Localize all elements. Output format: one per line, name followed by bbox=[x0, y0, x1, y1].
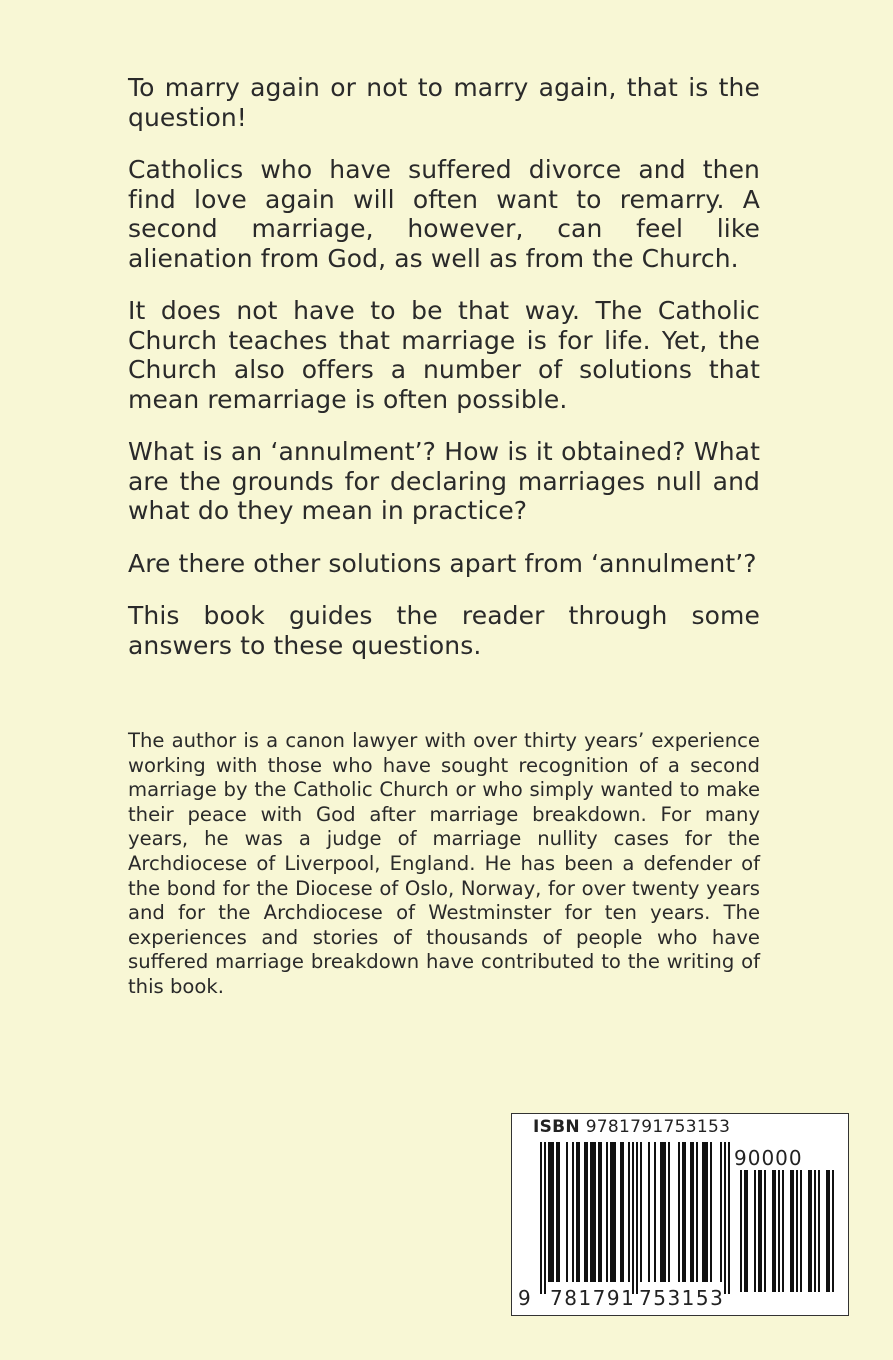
barcode-addon-bar bbox=[782, 1170, 784, 1292]
barcode-icon bbox=[512, 1114, 848, 1315]
isbn-prefix: ISBN bbox=[533, 1117, 580, 1137]
barcode-addon-bar bbox=[826, 1170, 828, 1292]
barcode-bar bbox=[576, 1142, 578, 1282]
barcode-bar bbox=[594, 1142, 596, 1282]
barcode-bar bbox=[558, 1142, 560, 1282]
isbn-barcode-box bbox=[511, 1113, 849, 1316]
blurb-paragraph: To marry again or not to marry again, that is the question! bbox=[128, 73, 760, 132]
barcode-bar bbox=[600, 1142, 602, 1282]
barcode-bar bbox=[690, 1142, 692, 1282]
barcode-bar bbox=[592, 1142, 594, 1282]
barcode-addon-bar bbox=[810, 1170, 812, 1292]
barcode-addon-bar bbox=[790, 1170, 792, 1292]
barcode-bar bbox=[684, 1142, 686, 1282]
barcode-addon-bar bbox=[740, 1170, 742, 1292]
barcode-addon-bar bbox=[828, 1170, 830, 1292]
barcode-digits-right: 753153 bbox=[639, 1286, 725, 1310]
barcode-bar bbox=[660, 1142, 662, 1282]
barcode-bar bbox=[556, 1142, 558, 1282]
barcode-addon-bar bbox=[808, 1170, 810, 1292]
barcode-bar bbox=[636, 1142, 638, 1294]
barcode-bar bbox=[640, 1142, 642, 1282]
barcode-digits-left: 781791 bbox=[550, 1286, 636, 1310]
barcode-bar bbox=[620, 1142, 622, 1282]
barcode-bar bbox=[724, 1142, 726, 1294]
isbn-number: 9781791753153 bbox=[585, 1117, 731, 1137]
barcode-bar bbox=[664, 1142, 666, 1282]
barcode-bar bbox=[628, 1142, 630, 1282]
blurb-paragraph: Are there other solutions apart from ‘annulment’? bbox=[128, 548, 757, 578]
back-cover-blurb bbox=[128, 73, 760, 683]
barcode-bar bbox=[654, 1142, 656, 1282]
barcode-bar bbox=[710, 1142, 712, 1282]
barcode-bar bbox=[704, 1142, 706, 1282]
barcode-addon-bar bbox=[760, 1170, 762, 1292]
barcode-bar bbox=[612, 1142, 614, 1282]
price-code: 90000 bbox=[734, 1146, 803, 1170]
blurb-paragraph: This book guides the reader through some answers to these questions. bbox=[128, 601, 760, 660]
barcode-bar bbox=[598, 1142, 600, 1282]
barcode-addon-bar bbox=[772, 1170, 774, 1292]
barcode-bar bbox=[720, 1142, 722, 1282]
barcode-bar bbox=[590, 1142, 592, 1282]
barcode-addon-bar bbox=[746, 1170, 748, 1292]
blurb-paragraph: What is an ‘annulment’? How is it obtained? What are the grounds for declaring marriages null and what do they mean in practice? bbox=[128, 437, 760, 525]
barcode-bar bbox=[662, 1142, 664, 1282]
barcode-addon-bar bbox=[754, 1170, 756, 1292]
barcode-bar bbox=[578, 1142, 580, 1282]
barcode-bar bbox=[728, 1142, 730, 1294]
blurb-paragraph: Catholics who have suffered divorce and then find love again will often want to remarry. A second marriage, however, can feel like alienation from God, as well as from the Church. bbox=[128, 155, 760, 273]
barcode-bar bbox=[548, 1142, 550, 1282]
barcode-bar bbox=[572, 1142, 574, 1282]
barcode-bar bbox=[566, 1142, 568, 1282]
barcode-bar bbox=[614, 1142, 616, 1282]
barcode-addon-bar bbox=[758, 1170, 760, 1292]
barcode-bar bbox=[550, 1142, 552, 1282]
barcode-bar bbox=[552, 1142, 554, 1282]
barcode-bar bbox=[586, 1142, 588, 1282]
barcode-bar bbox=[682, 1142, 684, 1282]
barcode-bar bbox=[702, 1142, 704, 1282]
barcode-addon-bar bbox=[800, 1170, 802, 1292]
barcode-digit-first: 9 bbox=[518, 1286, 533, 1310]
barcode-bar bbox=[544, 1142, 546, 1294]
barcode-bar bbox=[692, 1142, 694, 1282]
barcode-addon-bar bbox=[818, 1170, 820, 1292]
barcode-bar bbox=[696, 1142, 698, 1282]
barcode-bar bbox=[606, 1142, 608, 1282]
barcode-bar bbox=[706, 1142, 708, 1282]
barcode-addon-bar bbox=[764, 1170, 766, 1292]
barcode-bar bbox=[678, 1142, 680, 1282]
barcode-addon-bar bbox=[832, 1170, 834, 1292]
barcode-addon-bar bbox=[778, 1170, 780, 1292]
barcode-bar bbox=[584, 1142, 586, 1282]
blurb-paragraph: It does not have to be that way. The Catholic Church teaches that marriage is for life. Yet, the Church also offers a number of solutions that mean remarriage is often possible. bbox=[128, 296, 760, 414]
barcode-bar bbox=[632, 1142, 634, 1294]
barcode-addon-bar bbox=[796, 1170, 798, 1292]
barcode-bar bbox=[610, 1142, 612, 1282]
barcode-addon-bar bbox=[792, 1170, 794, 1292]
author-bio: The author is a canon lawyer with over thirty years’ experience working with those who have sought recognition of a second marriage by the Catholic Church or who simply wanted to make their peace with God after marriage breakdown. For many years, he was a judge of marriage nullity cases for the Archdiocese of Liverpool, England. He has been a defender of the bond for the Diocese of Oslo, Norway, for over twenty years and for the Archdiocese of Westminster for ten years. The experiences and stories of thousands of people who have suffered marriage breakdown have contributed to the writing of this book. bbox=[128, 729, 760, 998]
barcode-bar bbox=[622, 1142, 624, 1282]
barcode-addon-bar bbox=[814, 1170, 816, 1292]
barcode-bar bbox=[648, 1142, 650, 1282]
barcode-addon-bar bbox=[744, 1170, 746, 1292]
barcode-bar bbox=[540, 1142, 542, 1294]
barcode-bar bbox=[668, 1142, 670, 1282]
barcode-addon-bar bbox=[774, 1170, 776, 1292]
